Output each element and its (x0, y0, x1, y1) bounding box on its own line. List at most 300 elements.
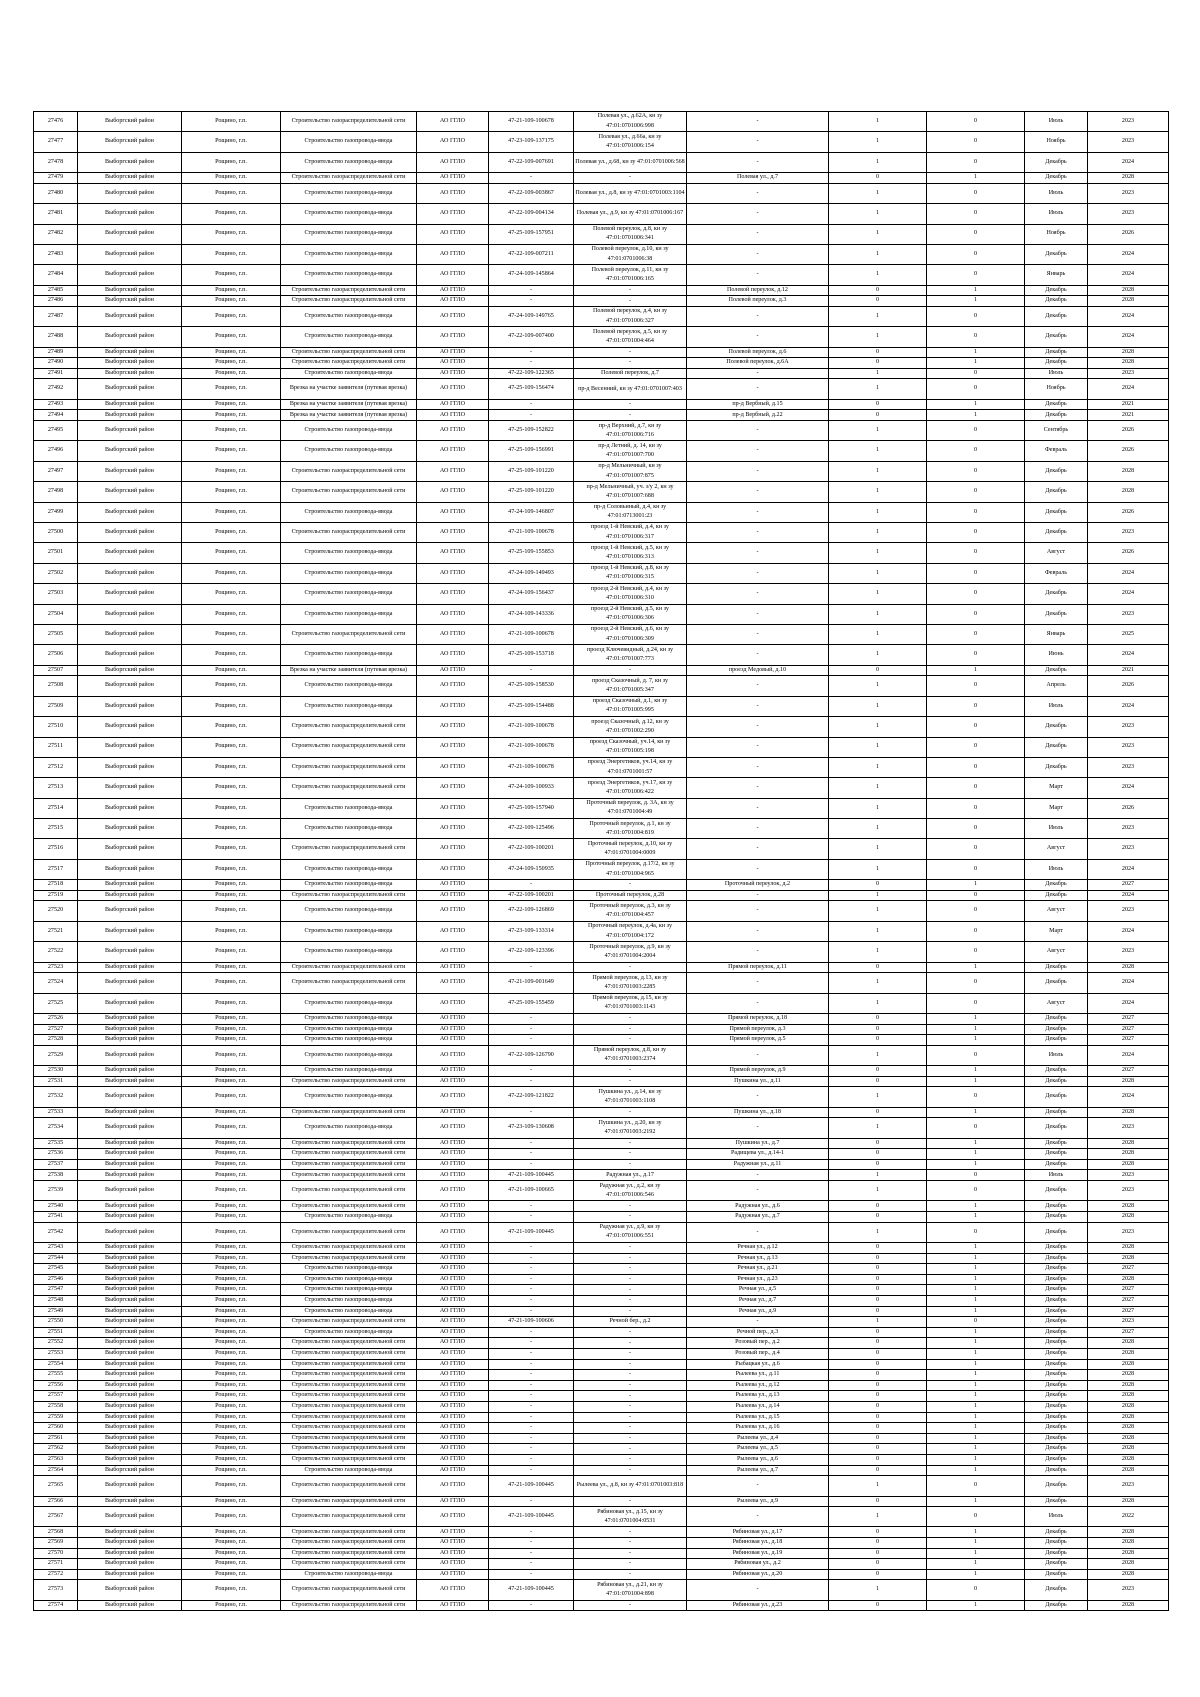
year-cell: 2026 (1088, 543, 1169, 563)
table-row (34, 173, 1169, 184)
application-number-cell: 47-25-109-155459 (489, 993, 574, 1013)
year-cell: 2027 (1088, 1035, 1169, 1046)
count-b-cell: 1 (927, 1264, 1025, 1275)
application-number-cell: - (489, 1527, 574, 1538)
district-cell: Выборгский район (78, 1181, 182, 1201)
address-with-cadastre-cell: - (574, 665, 687, 676)
count-a-cell: 1 (829, 859, 927, 879)
work-type-cell: Строительство газопровода-ввода (281, 306, 417, 326)
count-a-cell: 0 (829, 1359, 927, 1370)
count-a-cell: 0 (829, 1274, 927, 1285)
row-number-cell: 27536 (34, 1149, 78, 1160)
district-cell: Выборгский район (78, 1285, 182, 1296)
table-row (34, 1580, 1169, 1600)
address-cell: Речной пер., д.3 (687, 1327, 829, 1338)
table-row (34, 1045, 1169, 1065)
year-cell: 2024 (1088, 327, 1169, 347)
address-with-cadastre-cell: Проточный переулок, д.1, кн зу 47:01:0701004:819 (574, 819, 687, 839)
count-a-cell: 1 (829, 717, 927, 737)
month-cell: Декабрь (1025, 1087, 1088, 1107)
district-cell: Выборгский район (78, 1013, 182, 1024)
row-number-cell: 27510 (34, 717, 78, 737)
organization-cell: АО ГГЛО (417, 327, 489, 347)
row-number-cell: 27528 (34, 1035, 78, 1046)
organization-cell: АО ГГЛО (417, 1569, 489, 1580)
count-a-cell: 1 (829, 543, 927, 563)
address-cell: Рылеева ул., д.13 (687, 1391, 829, 1402)
table-row (34, 421, 1169, 441)
table-row (34, 645, 1169, 665)
work-type-cell: Строительство газопровода-ввода (281, 993, 417, 1013)
organization-cell: АО ГГЛО (417, 1348, 489, 1359)
month-cell: Март (1025, 778, 1088, 798)
address-with-cadastre-cell: Пушкина ул., д.14, кн зу 47:01:0701003:1108 (574, 1087, 687, 1107)
table-row (34, 112, 1169, 132)
table-row (34, 1107, 1169, 1118)
address-with-cadastre-cell: - (574, 1433, 687, 1444)
month-cell: Декабрь (1025, 665, 1088, 676)
address-cell: - (687, 973, 829, 993)
application-number-cell: - (489, 962, 574, 973)
table-row (34, 1149, 1169, 1160)
settlement-cell: Рощино, г.п. (182, 358, 281, 369)
work-type-cell: Строительство газопровода-ввода (281, 327, 417, 347)
year-cell: 2025 (1088, 624, 1169, 644)
organization-cell: АО ГГЛО (417, 1087, 489, 1107)
organization-cell: АО ГГЛО (417, 183, 489, 203)
count-a-cell: 0 (829, 1391, 927, 1402)
address-with-cadastre-cell: проезд Ключевидный, д.24, кн зу 47:01:0701007:773 (574, 645, 687, 665)
table-row (34, 1338, 1169, 1349)
district-cell: Выборгский район (78, 327, 182, 347)
count-a-cell: 1 (829, 1181, 927, 1201)
table-row (34, 1264, 1169, 1275)
work-type-cell: Строительство газопровода-ввода (281, 265, 417, 285)
address-cell: Рылеева ул., д.9 (687, 1496, 829, 1507)
district-cell: Выборгский район (78, 737, 182, 757)
year-cell: 2027 (1088, 1024, 1169, 1035)
work-type-cell: Врезка на участке заявителя (путевая врезка) (281, 665, 417, 676)
month-cell: Ноябрь (1025, 132, 1088, 152)
address-with-cadastre-cell: - (574, 1569, 687, 1580)
district-cell: Выборгский район (78, 645, 182, 665)
count-a-cell: 1 (829, 993, 927, 1013)
table-row (34, 224, 1169, 244)
month-cell: Декабрь (1025, 1285, 1088, 1296)
count-b-cell: 1 (927, 410, 1025, 421)
address-cell: Рылеева ул., д.6 (687, 1454, 829, 1465)
work-type-cell: Строительство газопровода-ввода (281, 1035, 417, 1046)
district-cell: Выборгский район (78, 942, 182, 962)
month-cell: Декабрь (1025, 1306, 1088, 1317)
row-number-cell: 27564 (34, 1465, 78, 1476)
month-cell: Декабрь (1025, 502, 1088, 522)
work-type-cell: Строительство газораспределительной сети (281, 1454, 417, 1465)
settlement-cell: Рощино, г.п. (182, 368, 281, 379)
table-row (34, 306, 1169, 326)
count-b-cell: 1 (927, 1548, 1025, 1559)
address-with-cadastre-cell: Полевой переулок, д.11, кн зу 47:01:0701006:165 (574, 265, 687, 285)
address-with-cadastre-cell: Проточный переулок, д.17/2, кн зу 47:01:0701004:965 (574, 859, 687, 879)
address-with-cadastre-cell: - (574, 1338, 687, 1349)
district-cell: Выборгский район (78, 1076, 182, 1087)
address-with-cadastre-cell: Рябиновая ул., д.15, кн зу 47:01:0701004:0531 (574, 1507, 687, 1527)
address-with-cadastre-cell: - (574, 962, 687, 973)
district-cell: Выборгский район (78, 1159, 182, 1170)
organization-cell: АО ГГЛО (417, 1454, 489, 1465)
settlement-cell: Рощино, г.п. (182, 1327, 281, 1338)
district-cell: Выборгский район (78, 1253, 182, 1264)
address-cell: Речная ул., д.9 (687, 1306, 829, 1317)
address-cell: - (687, 421, 829, 441)
row-number-cell: 27529 (34, 1045, 78, 1065)
count-a-cell: 1 (829, 890, 927, 901)
year-cell: 2024 (1088, 244, 1169, 264)
count-b-cell: 1 (927, 1359, 1025, 1370)
district-cell: Выборгский район (78, 624, 182, 644)
count-b-cell: 0 (927, 441, 1025, 461)
district-cell: Выборгский район (78, 604, 182, 624)
table-row (34, 1243, 1169, 1254)
row-number-cell: 27566 (34, 1496, 78, 1507)
work-type-cell: Строительство газораспределительной сети (281, 1527, 417, 1538)
address-cell: - (687, 152, 829, 172)
month-cell: Ноябрь (1025, 379, 1088, 399)
table-row (34, 757, 1169, 777)
row-number-cell: 27483 (34, 244, 78, 264)
address-with-cadastre-cell: Прямой переулок, д.15, кн зу 47:01:0701003:1143 (574, 993, 687, 1013)
row-number-cell: 27480 (34, 183, 78, 203)
work-type-cell: Строительство газораспределительной сети (281, 1348, 417, 1359)
work-type-cell: Строительство газораспределительной сети (281, 1149, 417, 1160)
settlement-cell: Рощино, г.п. (182, 1076, 281, 1087)
work-type-cell: Врезка на участке заявителя (путевая врезка) (281, 410, 417, 421)
month-cell: Декабрь (1025, 1465, 1088, 1476)
row-number-cell: 27476 (34, 112, 78, 132)
count-b-cell: 0 (927, 696, 1025, 716)
district-cell: Выборгский район (78, 502, 182, 522)
count-a-cell: 0 (829, 1013, 927, 1024)
count-b-cell: 0 (927, 1507, 1025, 1527)
application-number-cell: 47-25-109-156991 (489, 441, 574, 461)
address-cell: - (687, 224, 829, 244)
row-number-cell: 27570 (34, 1548, 78, 1559)
row-number-cell: 27484 (34, 265, 78, 285)
application-number-cell: 47-21-109-001649 (489, 973, 574, 993)
organization-cell: АО ГГЛО (417, 604, 489, 624)
row-number-cell: 27537 (34, 1159, 78, 1170)
row-number-cell: 27548 (34, 1296, 78, 1307)
count-b-cell: 0 (927, 901, 1025, 921)
month-cell: Декабрь (1025, 1243, 1088, 1254)
organization-cell: АО ГГЛО (417, 737, 489, 757)
district-cell: Выборгский район (78, 1087, 182, 1107)
count-b-cell: 0 (927, 523, 1025, 543)
district-cell: Выборгский район (78, 1170, 182, 1181)
settlement-cell: Рощино, г.п. (182, 880, 281, 891)
count-b-cell: 0 (927, 183, 1025, 203)
settlement-cell: Рощино, г.п. (182, 173, 281, 184)
month-cell: Март (1025, 798, 1088, 818)
year-cell: 2028 (1088, 1527, 1169, 1538)
settlement-cell: Рощино, г.п. (182, 482, 281, 502)
count-b-cell: 0 (927, 1118, 1025, 1138)
application-number-cell: - (489, 1159, 574, 1170)
year-cell: 2024 (1088, 993, 1169, 1013)
count-a-cell: 1 (829, 696, 927, 716)
district-cell: Выборгский район (78, 1045, 182, 1065)
district-cell: Выборгский район (78, 523, 182, 543)
table-row (34, 368, 1169, 379)
row-number-cell: 27562 (34, 1444, 78, 1455)
work-type-cell: Строительство газопровода-ввода (281, 1274, 417, 1285)
work-type-cell: Строительство газопровода-ввода (281, 502, 417, 522)
address-cell: - (687, 645, 829, 665)
application-number-cell: 47-22-109-100201 (489, 890, 574, 901)
address-with-cadastre-cell: - (574, 1107, 687, 1118)
year-cell: 2028 (1088, 1138, 1169, 1149)
organization-cell: АО ГГЛО (417, 1559, 489, 1570)
table-row (34, 839, 1169, 859)
year-cell: 2024 (1088, 921, 1169, 941)
organization-cell: АО ГГЛО (417, 993, 489, 1013)
address-cell: - (687, 604, 829, 624)
application-number-cell: - (489, 1264, 574, 1275)
year-cell: 2028 (1088, 1370, 1169, 1381)
work-type-cell: Строительство газораспределительной сети (281, 347, 417, 358)
application-number-cell: 47-22-109-100201 (489, 839, 574, 859)
district-cell: Выборгский район (78, 778, 182, 798)
year-cell: 2028 (1088, 1423, 1169, 1434)
month-cell: Декабрь (1025, 717, 1088, 737)
address-with-cadastre-cell: Проточный переулок, д. 3А, кн зу 47:01:0701004:49 (574, 798, 687, 818)
year-cell: 2024 (1088, 306, 1169, 326)
settlement-cell: Рощино, г.п. (182, 757, 281, 777)
year-cell: 2023 (1088, 819, 1169, 839)
work-type-cell: Строительство газораспределительной сети (281, 757, 417, 777)
count-b-cell: 1 (927, 962, 1025, 973)
address-with-cadastre-cell: - (574, 1013, 687, 1024)
settlement-cell: Рощино, г.п. (182, 441, 281, 461)
application-number-cell: - (489, 1348, 574, 1359)
district-cell: Выборгский район (78, 1370, 182, 1381)
count-a-cell: 0 (829, 1412, 927, 1423)
table-row (34, 1454, 1169, 1465)
year-cell: 2024 (1088, 973, 1169, 993)
address-cell: Рылеева ул., д.15 (687, 1412, 829, 1423)
table-row (34, 1222, 1169, 1242)
count-b-cell: 0 (927, 1317, 1025, 1328)
table-row (34, 665, 1169, 676)
month-cell: Сентябрь (1025, 421, 1088, 441)
address-with-cadastre-cell: Радужная ул., д.9, кн зу 47:01:0701006:551 (574, 1222, 687, 1242)
year-cell: 2023 (1088, 901, 1169, 921)
work-type-cell: Строительство газопровода-ввода (281, 1024, 417, 1035)
month-cell: Июль (1025, 112, 1088, 132)
count-a-cell: 1 (829, 973, 927, 993)
district-cell: Выборгский район (78, 1274, 182, 1285)
address-cell: Рябиновая ул., д.20 (687, 1569, 829, 1580)
row-number-cell: 27507 (34, 665, 78, 676)
row-number-cell: 27506 (34, 645, 78, 665)
organization-cell: АО ГГЛО (417, 224, 489, 244)
count-a-cell: 0 (829, 285, 927, 296)
table-row (34, 523, 1169, 543)
table-row (34, 410, 1169, 421)
row-number-cell: 27503 (34, 584, 78, 604)
table-row (34, 1600, 1169, 1611)
address-cell: Рылеева ул., д.14 (687, 1401, 829, 1412)
month-cell: Декабрь (1025, 1548, 1088, 1559)
district-cell: Выборгский район (78, 112, 182, 132)
count-a-cell: 0 (829, 1107, 927, 1118)
address-cell: - (687, 1317, 829, 1328)
row-number-cell: 27491 (34, 368, 78, 379)
month-cell: Декабрь (1025, 1107, 1088, 1118)
year-cell: 2028 (1088, 1559, 1169, 1570)
count-b-cell: 1 (927, 1527, 1025, 1538)
row-number-cell: 27481 (34, 204, 78, 224)
work-type-cell: Врезка на участке заявителя (путевая врезка) (281, 399, 417, 410)
address-cell: Прямой переулок, д.11 (687, 962, 829, 973)
work-type-cell: Строительство газораспределительной сети (281, 1201, 417, 1212)
count-a-cell: 1 (829, 224, 927, 244)
count-b-cell: 1 (927, 1212, 1025, 1223)
count-a-cell: 0 (829, 1548, 927, 1559)
table-row (34, 962, 1169, 973)
address-with-cadastre-cell: - (574, 1327, 687, 1338)
address-cell: - (687, 993, 829, 1013)
work-type-cell: Строительство газораспределительной сети (281, 1538, 417, 1549)
settlement-cell: Рощино, г.п. (182, 1370, 281, 1381)
settlement-cell: Рощино, г.п. (182, 1013, 281, 1024)
district-cell: Выборгский район (78, 368, 182, 379)
table-row (34, 1087, 1169, 1107)
address-with-cadastre-cell: Рылеева ул., д.8, кн зу 47:01:0701003:818 (574, 1476, 687, 1496)
organization-cell: АО ГГЛО (417, 368, 489, 379)
year-cell: 2021 (1088, 399, 1169, 410)
count-b-cell: 1 (927, 1423, 1025, 1434)
application-number-cell: 47-24-109-156437 (489, 584, 574, 604)
work-type-cell: Строительство газопровода-ввода (281, 1327, 417, 1338)
district-cell: Выборгский район (78, 1454, 182, 1465)
count-b-cell: 1 (927, 1348, 1025, 1359)
address-cell: - (687, 1118, 829, 1138)
year-cell: 2024 (1088, 584, 1169, 604)
count-a-cell: 1 (829, 921, 927, 941)
work-type-cell: Строительство газораспределительной сети (281, 1317, 417, 1328)
table-row (34, 1201, 1169, 1212)
work-type-cell: Строительство газопровода-ввода (281, 798, 417, 818)
table-row (34, 1569, 1169, 1580)
count-b-cell: 1 (927, 173, 1025, 184)
organization-cell: АО ГГЛО (417, 1222, 489, 1242)
application-number-cell: - (489, 1569, 574, 1580)
row-number-cell: 27493 (34, 399, 78, 410)
district-cell: Выборгский район (78, 1327, 182, 1338)
month-cell: Декабрь (1025, 410, 1088, 421)
count-b-cell: 0 (927, 624, 1025, 644)
address-cell: Розовый пер., д.2 (687, 1338, 829, 1349)
district-cell: Выборгский район (78, 1359, 182, 1370)
count-a-cell: 0 (829, 1454, 927, 1465)
district-cell: Выборгский район (78, 1138, 182, 1149)
year-cell: 2023 (1088, 942, 1169, 962)
count-a-cell: 1 (829, 306, 927, 326)
table-row (34, 921, 1169, 941)
year-cell: 2021 (1088, 410, 1169, 421)
table-row (34, 1507, 1169, 1527)
settlement-cell: Рощино, г.п. (182, 1264, 281, 1275)
year-cell: 2026 (1088, 676, 1169, 696)
organization-cell: АО ГГЛО (417, 244, 489, 264)
district-cell: Выборгский район (78, 757, 182, 777)
year-cell: 2027 (1088, 880, 1169, 891)
address-with-cadastre-cell: проезд 2-й Невский, д.5, кн зу 47:01:0701006:306 (574, 604, 687, 624)
count-b-cell: 0 (927, 132, 1025, 152)
settlement-cell: Рощино, г.п. (182, 839, 281, 859)
work-type-cell: Строительство газораспределительной сети (281, 1580, 417, 1600)
settlement-cell: Рощино, г.п. (182, 1181, 281, 1201)
work-type-cell: Строительство газораспределительной сети (281, 1107, 417, 1118)
count-a-cell: 1 (829, 523, 927, 543)
district-cell: Выборгский район (78, 358, 182, 369)
address-with-cadastre-cell: - (574, 1035, 687, 1046)
row-number-cell: 27494 (34, 410, 78, 421)
table-row (34, 1359, 1169, 1370)
row-number-cell: 27542 (34, 1222, 78, 1242)
year-cell: 2028 (1088, 1212, 1169, 1223)
settlement-cell: Рощино, г.п. (182, 1476, 281, 1496)
year-cell: 2028 (1088, 1444, 1169, 1455)
row-number-cell: 27492 (34, 379, 78, 399)
organization-cell: АО ГГЛО (417, 132, 489, 152)
settlement-cell: Рощино, г.п. (182, 584, 281, 604)
row-number-cell: 27525 (34, 993, 78, 1013)
district-cell: Выборгский район (78, 173, 182, 184)
work-type-cell: Строительство газопровода-ввода (281, 921, 417, 941)
application-number-cell: - (489, 1433, 574, 1444)
month-cell: Декабрь (1025, 358, 1088, 369)
settlement-cell: Рощино, г.п. (182, 973, 281, 993)
year-cell: 2023 (1088, 368, 1169, 379)
count-a-cell: 1 (829, 1087, 927, 1107)
organization-cell: АО ГГЛО (417, 1149, 489, 1160)
work-type-cell: Строительство газораспределительной сети (281, 962, 417, 973)
address-with-cadastre-cell: Проточный переулок, д.9, кн зу 47:01:0701004:2004 (574, 942, 687, 962)
row-number-cell: 27555 (34, 1370, 78, 1381)
district-cell: Выборгский район (78, 1391, 182, 1402)
district-cell: Выборгский район (78, 665, 182, 676)
table-row (34, 482, 1169, 502)
year-cell: 2023 (1088, 1476, 1169, 1496)
year-cell: 2024 (1088, 645, 1169, 665)
row-number-cell: 27514 (34, 798, 78, 818)
count-b-cell: 0 (927, 224, 1025, 244)
address-cell: - (687, 132, 829, 152)
address-cell: Радищева ул., д.14-1 (687, 1149, 829, 1160)
application-number-cell: 47-24-109-146807 (489, 502, 574, 522)
table-row (34, 1391, 1169, 1402)
work-type-cell: Строительство газопровода-ввода (281, 1306, 417, 1317)
address-cell: Прямой переулок, д.18 (687, 1013, 829, 1024)
address-cell: Пушкина ул., д.7 (687, 1138, 829, 1149)
address-with-cadastre-cell: пр-д Соловьиный, д.4, кн зу 47:01:0713001:23 (574, 502, 687, 522)
row-number-cell: 27551 (34, 1327, 78, 1338)
organization-cell: АО ГГЛО (417, 696, 489, 716)
application-number-cell: - (489, 1138, 574, 1149)
month-cell: Декабрь (1025, 296, 1088, 307)
